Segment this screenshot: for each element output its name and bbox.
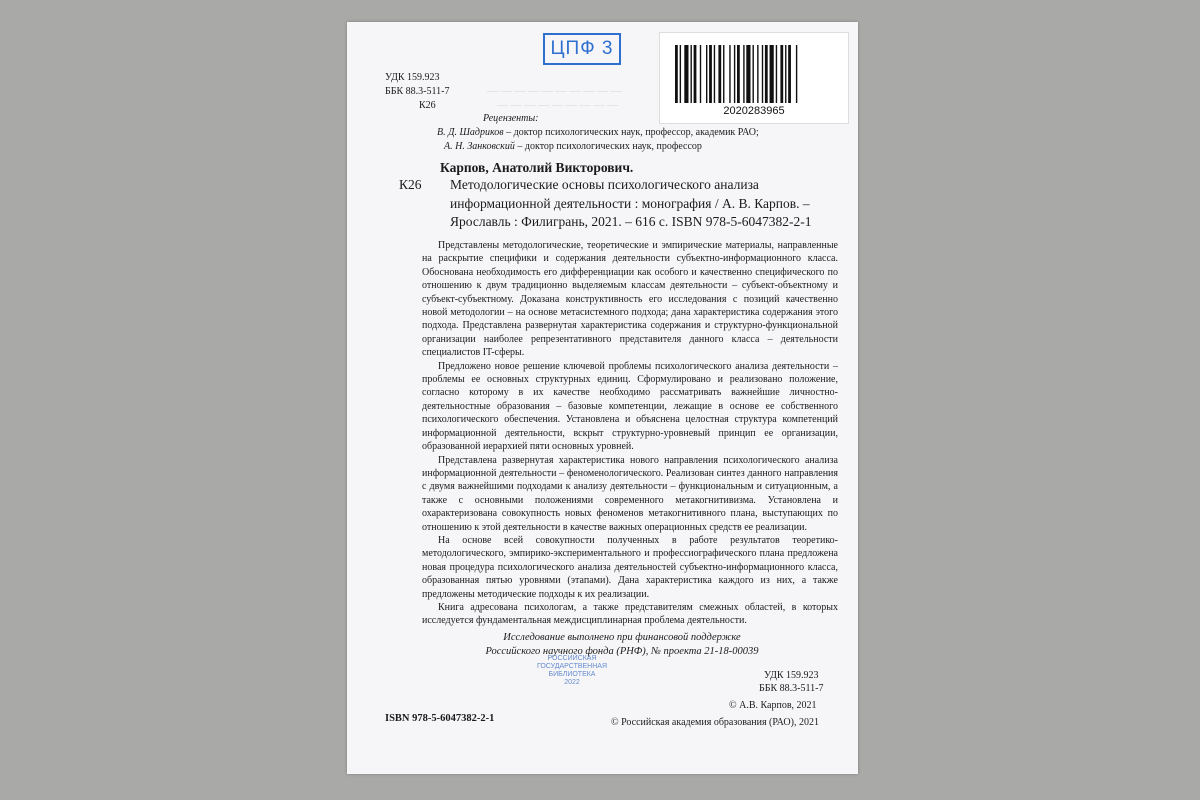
barcode-bar — [694, 45, 697, 103]
author-mark-top: К26 — [419, 100, 436, 111]
barcode-bar — [743, 45, 744, 103]
funding-line-1: Исследование выполнено при финансовой поддержке — [503, 632, 741, 643]
barcode-bar — [796, 45, 797, 103]
udk-top: УДК 159.923 — [385, 72, 440, 83]
bibliographic-description: Методологические основы психологического анализа информационной деятельности : монография / А. В. Карпов. – Ярославль : Филигрань, 2021. – 616 с. ISBN 978-5-6047382-2-1 — [450, 177, 812, 229]
bbk-top: ББК 88.3-511-7 — [385, 86, 450, 97]
barcode-icon — [675, 45, 835, 103]
barcode-bar — [706, 45, 707, 103]
author-mark-entry: К26 — [399, 177, 422, 192]
abstract-paragraph: На основе всей совокупности полученных в работе результатов теоретико-методологического, эмпирико-экспериментального и профессиографического плана предложена новая процедура психологического анализа деятельностей субъектно-информационного класса, образованная пятью уровнями (этапами). Дана характеристика каждого из них, а также предложены методические подходы к их реализации. — [422, 534, 838, 600]
barcode-bar — [684, 45, 688, 103]
barcode-bar — [675, 45, 678, 103]
bleed-through-text: — — — — — — — — — — [497, 100, 618, 112]
reviewer-1-name: В. Д. Шадриков — [437, 127, 504, 138]
barcode-bar — [680, 45, 681, 103]
author-heading: Карпов, Анатолий Викторович. — [440, 160, 634, 175]
barcode-bar — [780, 45, 783, 103]
barcode-bar — [734, 45, 735, 103]
reviewer-1-desc: – доктор психологических наук, профессор, академик РАО; — [503, 127, 759, 138]
library-stamp-line: 2022 — [564, 679, 580, 686]
library-stamp-line: ГОСУДАРСТВЕННАЯ — [536, 663, 608, 670]
barcode-bar — [770, 45, 774, 103]
barcode-bar — [788, 45, 791, 103]
abstract-paragraph: Представлены методологические, теоретические и эмпирические материалы, направленные на раскрытие специфики и содержания деятельности субъектно-информационного класса. Обоснована необходимость его дифференциации как особого и качественно специфического по отношению к двум традиционно выделяемым классам деятельности – субъект-объектному и субъект-субъектному. Доказана конструктивность его исследования с позиций качественно новой методологии – на основе метасистемного подхода; дана характеристика содержания этого подхода. Представлена развернутая характеристика содержания и структурно-функциональной организации наиболее репрезентативного представителя данного класса – деятельности специалистов IT-сферы. — [422, 240, 838, 359]
abstract — [422, 239, 838, 628]
reviewer-line-1 — [437, 127, 759, 138]
copyright-author: © А.В. Карпов, 2021 — [729, 700, 817, 711]
barcode-bar — [691, 45, 692, 103]
library-stamp-line: РОССИЙСКАЯ — [547, 655, 597, 662]
abstract-paragraph: Представлена развернутая характеристика нового направления психологического анализа информационной деятельности – феноменологического. Реализован синтез данного направления с двумя важнейшими подходами к анализу деятельности – функциональным и ситуационным, а также с основными положениями современного метакогнитивизма. Установлена и охарактеризована совокупность новых феноменов метакогнитивного плана, выступающих по отношению к этой деятельности в качестве важных операционных средств ее реализации. — [422, 454, 838, 533]
barcode-bar — [785, 45, 786, 103]
barcode-bar — [709, 45, 712, 103]
bbk-bottom: ББК 88.3-511-7 — [759, 683, 824, 694]
document-page — [347, 22, 858, 774]
funding-note — [457, 631, 787, 659]
abstract-paragraph: Книга адресована психологам, а также представителям смежных областей, в которых исследуется фундаментальная междисциплинарная проблема деятельности. — [422, 601, 838, 627]
barcode-bar — [762, 45, 763, 103]
barcode-bar — [714, 45, 715, 103]
reviewer-line-2 — [444, 141, 702, 152]
reviewers-title: Рецензенты: — [483, 113, 539, 124]
library-stamp-line: БИБЛИОТЕКА — [548, 671, 596, 678]
barcode-label — [659, 32, 849, 124]
cpf-stamp: ЦПФ 3 — [543, 33, 621, 65]
barcode-bar — [765, 45, 768, 103]
barcode-bar — [718, 45, 721, 103]
barcode-bar — [737, 45, 740, 103]
barcode-bar — [723, 45, 724, 103]
reviewer-2-name: А. Н. Занковский — [444, 141, 515, 152]
barcode-bar — [753, 45, 754, 103]
barcode-bar — [757, 45, 758, 103]
barcode-bar — [700, 45, 701, 103]
bleed-through-text: — — — — — — — — — — — [487, 86, 622, 98]
library-stamp — [530, 655, 614, 687]
barcode-bar — [746, 45, 750, 103]
funding-line-2: Российского научного фонда (РНФ), № проекта 21-18-00039 — [485, 646, 759, 657]
barcode-bar — [776, 45, 777, 103]
abstract-paragraph: Предложено новое решение ключевой проблемы психологического анализа деятельности – проблемы ее основных структурных единиц. Сформулировано и реализовано положение, согласно которому в их качестве необходимо рассматривать важнейшие личностно-деятельностные образования – базовые компетенции, лежащие в основе ее собственного психологического обеспечения. Установлена и объяснена целостная структура компетенций информационной деятельности, вскрыт структурно-уровневый принцип ее организации, образованной иерархией пяти основных уровней. — [422, 360, 838, 453]
barcode-bar — [729, 45, 730, 103]
copyright-publisher: © Российская академия образования (РАО), 2021 — [611, 717, 819, 728]
isbn: ISBN 978-5-6047382-2-1 — [385, 713, 495, 724]
reviewer-2-desc: – доктор психологических наук, профессор — [514, 141, 702, 152]
barcode-number: 2020283965 — [723, 105, 785, 117]
udk-bottom: УДК 159.923 — [764, 670, 819, 681]
